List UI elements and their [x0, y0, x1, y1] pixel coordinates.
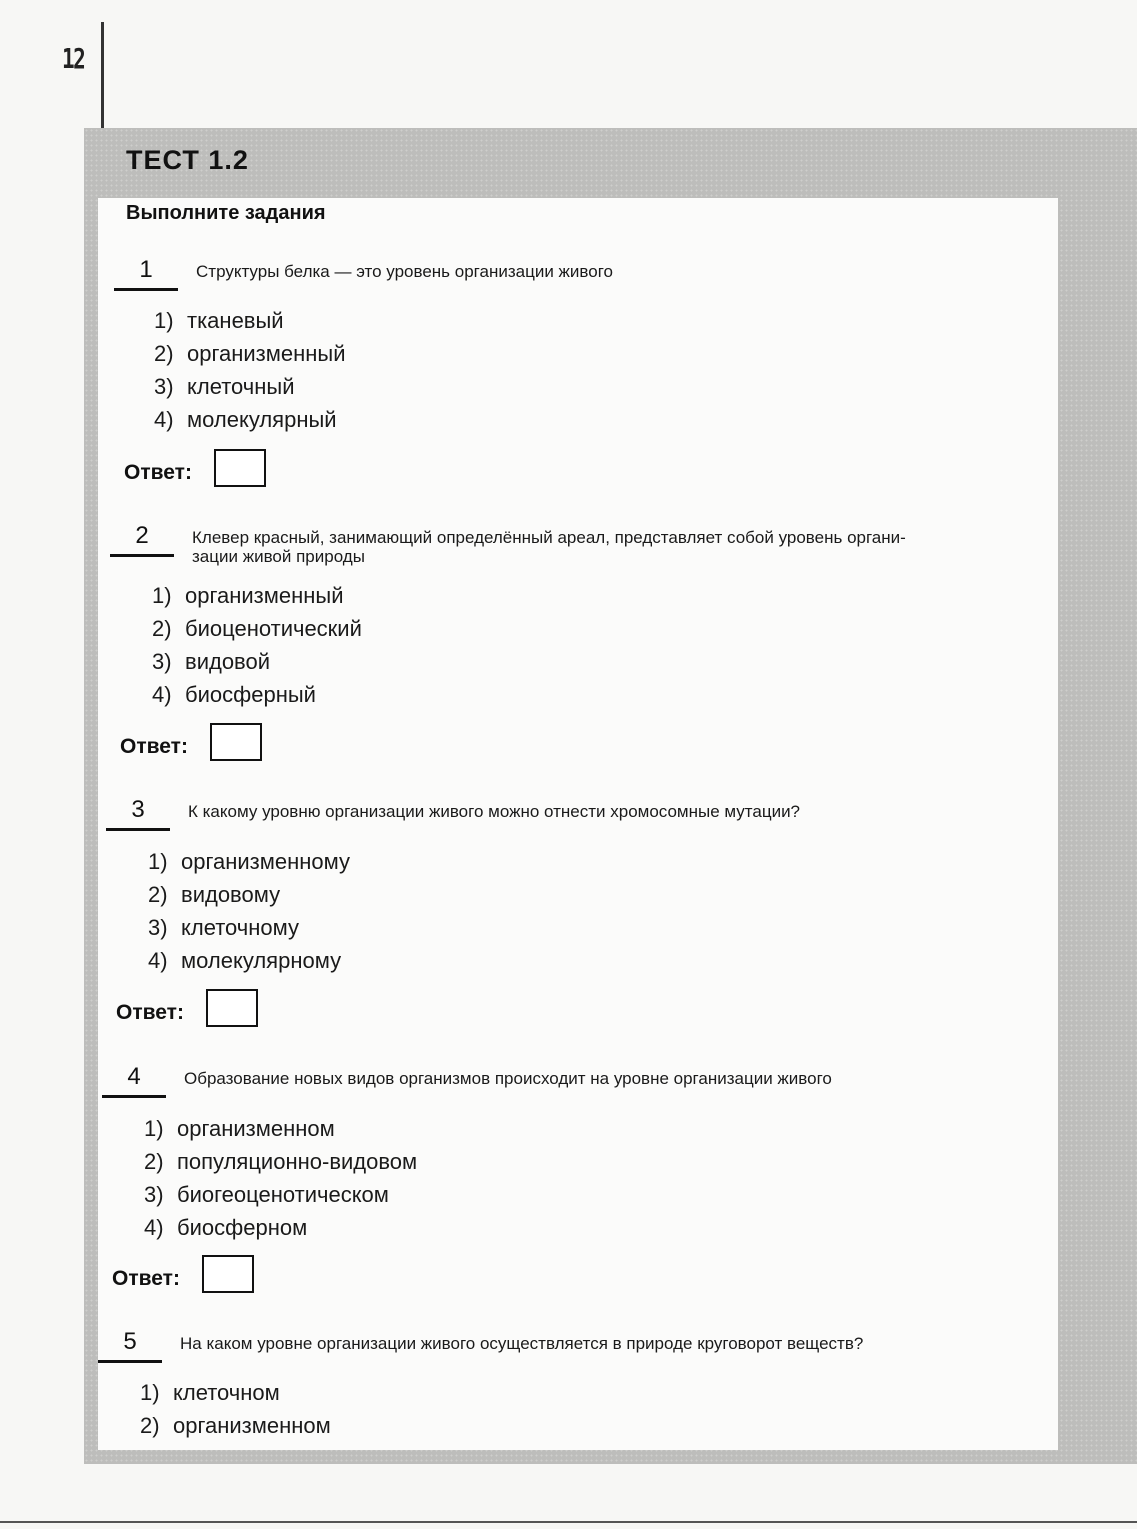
- option-number: 3): [154, 374, 174, 399]
- option-text: организменный: [185, 583, 344, 608]
- option-item: [144, 1211, 417, 1244]
- option-text: организменному: [181, 849, 351, 874]
- option-number: 4): [148, 948, 168, 973]
- option-number: 2): [144, 1149, 164, 1174]
- option-text: организменном: [173, 1413, 331, 1438]
- option-item: [144, 1178, 417, 1211]
- option-number: 1): [148, 849, 168, 874]
- task-2-options: [152, 579, 362, 711]
- answer-label: Ответ:: [116, 1001, 184, 1024]
- option-item: [152, 678, 362, 711]
- task-number: 1: [139, 256, 153, 283]
- answer-label: Ответ:: [112, 1267, 180, 1290]
- option-text: молекулярный: [187, 407, 337, 432]
- task-question: На каком уровне организации живого осуществляется в природе круговорот веществ?: [180, 1334, 864, 1353]
- task-number-underline: [102, 1095, 166, 1098]
- option-text: биосферном: [177, 1215, 308, 1240]
- option-item: [148, 944, 350, 977]
- answer-label: Ответ:: [120, 735, 188, 758]
- task-number-underline: [106, 828, 170, 831]
- option-text: видовой: [185, 649, 271, 674]
- option-text: организменном: [177, 1116, 335, 1141]
- task-4-options: [144, 1112, 417, 1244]
- option-item: [154, 337, 346, 370]
- task-number: 2: [135, 522, 149, 549]
- option-number: 4): [154, 407, 174, 432]
- option-text: биогеоценотическом: [177, 1182, 389, 1207]
- option-text: видовому: [181, 882, 281, 907]
- instructions-heading: Выполните задания: [126, 202, 326, 224]
- option-item: [140, 1376, 331, 1409]
- option-text: организменный: [187, 341, 346, 366]
- answer-box[interactable]: [210, 723, 262, 761]
- option-item: [152, 612, 362, 645]
- option-text: биосферный: [185, 682, 316, 707]
- task-number: 5: [123, 1328, 137, 1355]
- task-question: [192, 528, 1062, 566]
- task-1-options: [154, 304, 346, 436]
- option-number: 4): [152, 682, 172, 707]
- option-item: [144, 1145, 417, 1178]
- option-item: [148, 878, 350, 911]
- option-item: [148, 911, 350, 944]
- answer-box[interactable]: [214, 449, 266, 487]
- option-item: [154, 304, 346, 337]
- margin-line: [101, 22, 104, 130]
- option-number: 2): [148, 882, 168, 907]
- option-item: [152, 645, 362, 678]
- task-question: Образование новых видов организмов происходит на уровне организации живого: [184, 1069, 832, 1088]
- task-5-options: [140, 1376, 331, 1442]
- option-number: 1): [140, 1380, 160, 1405]
- option-number: 4): [144, 1215, 164, 1240]
- answer-label: Ответ:: [124, 461, 192, 484]
- option-item: [148, 845, 350, 878]
- option-text: клеточный: [187, 374, 295, 399]
- option-text: биоценотический: [185, 616, 362, 641]
- answer-box[interactable]: [202, 1255, 254, 1293]
- task-question: Структуры белка — это уровень организации живого: [196, 262, 613, 281]
- task-3-options: [148, 845, 350, 977]
- task-question-line: Клевер красный, занимающий определённый ареал, представляет собой уровень органи-: [192, 528, 906, 547]
- option-number: 1): [154, 308, 174, 333]
- option-item: [154, 403, 346, 436]
- task-number: 3: [131, 796, 145, 823]
- test-title: ТЕСТ 1.2: [126, 145, 249, 175]
- option-text: клеточном: [173, 1380, 280, 1405]
- option-number: 1): [152, 583, 172, 608]
- option-text: тканевый: [187, 308, 284, 333]
- option-number: 3): [144, 1182, 164, 1207]
- task-question: К какому уровню организации живого можно отнести хромосомные мутации?: [188, 802, 801, 821]
- option-text: молекулярному: [181, 948, 342, 973]
- option-item: [144, 1112, 417, 1145]
- option-text: клеточному: [181, 915, 300, 940]
- page-number: 12: [62, 42, 85, 75]
- option-number: 1): [144, 1116, 164, 1141]
- option-number: 2): [140, 1413, 160, 1438]
- task-number-underline: [114, 288, 178, 291]
- task-number-underline: [98, 1360, 162, 1363]
- answer-box[interactable]: [206, 989, 258, 1027]
- option-item: [152, 579, 362, 612]
- option-item: [140, 1409, 331, 1442]
- option-number: 3): [152, 649, 172, 674]
- option-number: 2): [152, 616, 172, 641]
- option-text: популяционно-видовом: [177, 1149, 418, 1174]
- task-number-underline: [110, 554, 174, 557]
- option-number: 3): [148, 915, 168, 940]
- option-item: [154, 370, 346, 403]
- task-question-line: зации живой природы: [192, 547, 365, 566]
- task-number: 4: [127, 1063, 141, 1090]
- bottom-rule: [0, 1521, 1137, 1523]
- option-number: 2): [154, 341, 174, 366]
